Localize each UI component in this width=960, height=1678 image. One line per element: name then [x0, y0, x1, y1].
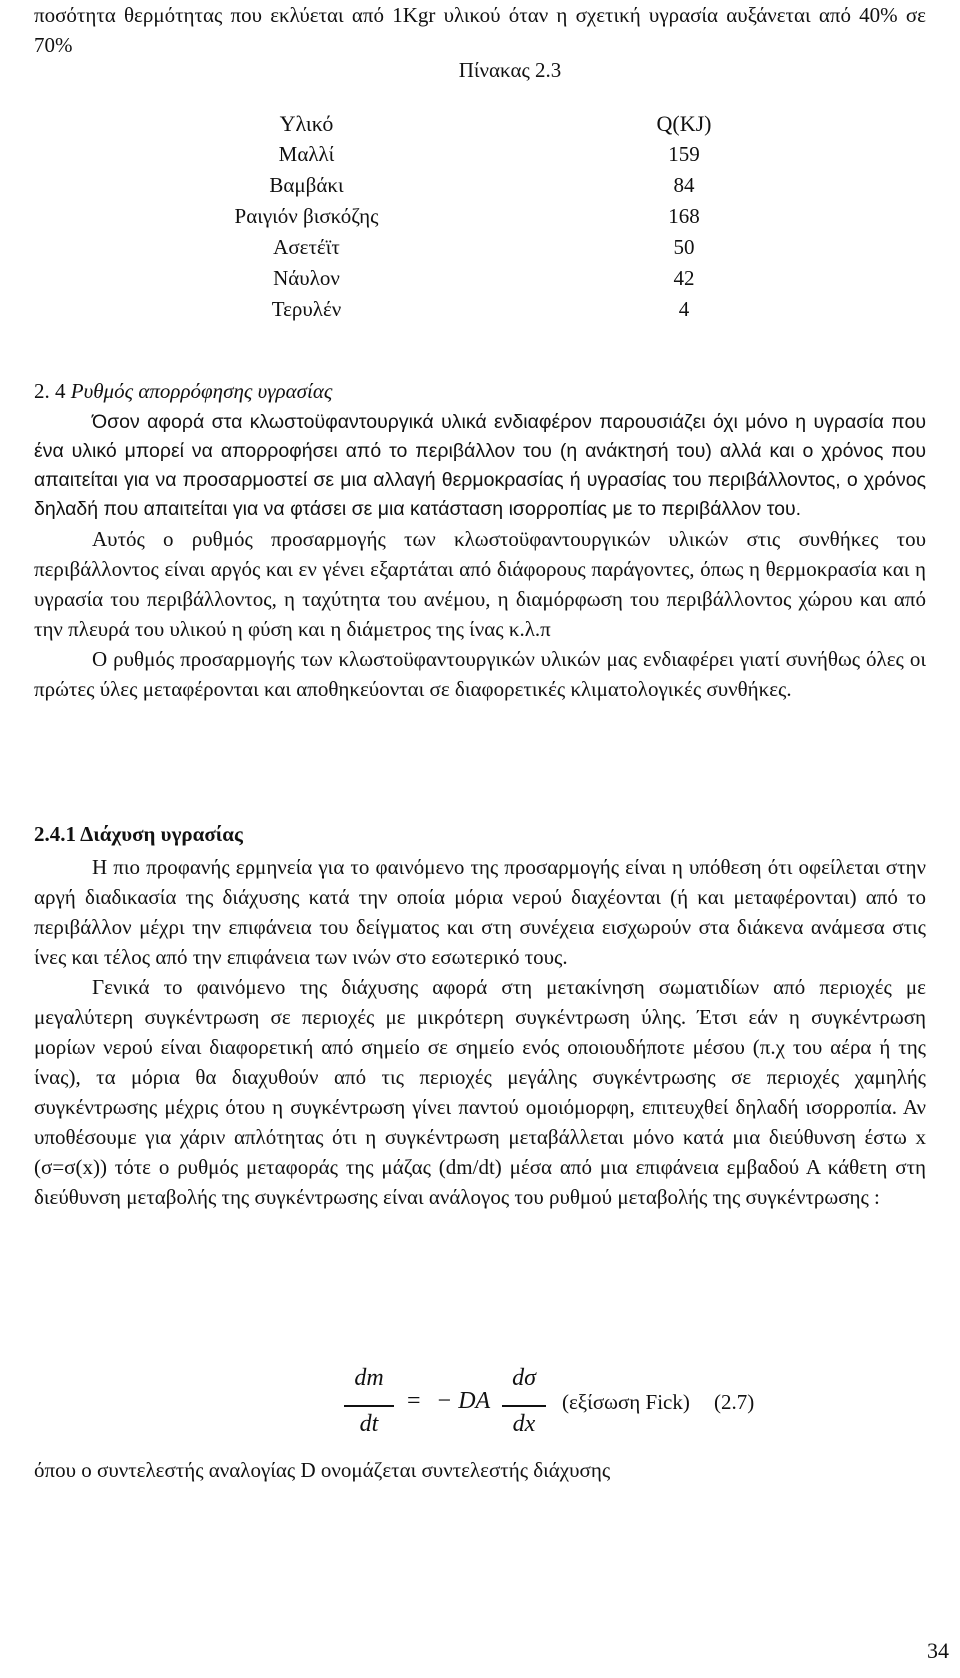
- section-2-4-1-body: [34, 852, 926, 1212]
- equation-lhs-numerator: dm: [354, 1365, 384, 1391]
- table-row: [34, 201, 926, 232]
- equation-label: (εξίσωση Fick): [562, 1390, 690, 1414]
- paragraph: Ο ρυθμός προσαρμογής των κλωστοϋφαντουργικών υλικών μας ενδιαφέρει γιατί συνήθως όλες οι πρώτες ύλες μεταφέρονται και αποθηκεύονται σε διαφορετικές κλιματολογικές συνθήκες.: [34, 647, 926, 701]
- heat-table: [34, 108, 926, 325]
- table-row: [34, 263, 926, 294]
- paragraph: Όσον αφορά στα κλωστοϋφαντουργικά υλικά ενδιαφέρον παρουσιάζει όχι μόνο η υγρασία που ένα υλικό μπορεί να απορροφήσει από το περιβάλλον του (η ανάκτησή του) αλλά και ο χρόνος που απαιτείται για να προσαρμοστεί σε μια αλλαγή θερμοκρασίας ή υγρασίας του περιβάλλοντος, ο χρόνος δηλαδή που απαιτείται για να φτάσει σε μια κατάσταση ισορροπίας με το περιβάλλον του.: [34, 411, 926, 520]
- table-row: [34, 139, 926, 170]
- table-cell-material: Ασετέϊτ: [273, 235, 340, 259]
- table-caption: Πίνακας 2.3: [458, 58, 562, 82]
- page-number: 34: [927, 1638, 949, 1663]
- table-cell-q: 84: [673, 173, 695, 197]
- equation-number: (2.7): [714, 1390, 755, 1414]
- section-2-4-body: [34, 408, 926, 704]
- table-cell-q: 50: [673, 235, 695, 259]
- fraction-bar: [344, 1405, 394, 1407]
- section-heading-2-4-1: 2.4.1 Διάχυση υγρασίας: [34, 822, 243, 846]
- section-heading-2-4: [34, 376, 332, 406]
- table-cell-q: 42: [673, 266, 695, 290]
- equation-lhs-denominator: dt: [359, 1411, 379, 1437]
- table-header-material: Υλικό: [279, 111, 334, 136]
- equation-rhs-denominator: dx: [512, 1411, 536, 1437]
- table-cell-q: 4: [678, 297, 690, 321]
- section-number: 2. 4: [34, 379, 66, 403]
- intro-text: ποσότητα θερμότητας που εκλύεται από 1Kgr υλικού όταν η σχετική υγρασία αυξάνεται από 40% σε 70%: [34, 3, 926, 57]
- paragraph: Αυτός ο ρυθμός προσαρμογής των κλωστοϋφαντουργικών υλικών στις συνθήκες του περιβάλλοντος είναι αργός και εν γένει εξαρτάται από διάφορους παράγοντες, όπως η θερμοκρασία και η υγρασία του περιβάλλοντος, η ταχύτητα του ανέμου, η διαμόρφωση του περιβάλλοντος χώρου και από την πλευρά του υλικού η φύση και η διάμετρος της ίνας κ.λ.π: [34, 527, 926, 641]
- equation-minus-da: − DA: [436, 1388, 491, 1414]
- fraction-bar: [502, 1405, 546, 1407]
- table-row: [34, 294, 926, 325]
- table-cell-q: 168: [668, 204, 700, 228]
- table-header-q: Q(KJ): [656, 111, 712, 136]
- table-cell-material: Ραιγιόν βισκόζης: [234, 204, 379, 228]
- equation-rhs-numerator: dσ: [512, 1365, 536, 1391]
- table-cell-material: Νάυλον: [273, 266, 340, 290]
- fick-equation: [344, 1365, 944, 1455]
- table-cell-material: Μαλλί: [278, 142, 335, 166]
- table-row: [34, 232, 926, 263]
- equation-equals: =: [407, 1388, 421, 1414]
- table-header-row: [34, 108, 926, 139]
- table-row: [34, 170, 926, 201]
- paragraph: Η πιο προφανής ερμηνεία για το φαινόμενο της προσαρμογής είναι η υπόθεση ότι οφείλεται στην αργή διαδικασία της διάχυσης κατά την οποία μόρια νερού διαχέονται (ή και μεταφέρονται) από το περιβάλλον μέχρι την επιφάνεια του δείγματος και στη συνέχεια εισχωρούν στα διάκενα ανάμεσα στις ίνες και τέλος από την επιφάνεια των ινών στο εσωτερικό τους.: [34, 855, 926, 969]
- after-equation-text: όπου ο συντελεστής αναλογίας D ονομάζεται συντελεστής διάχυσης: [34, 1458, 611, 1482]
- section-title: Ρυθμός απορρόφησης υγρασίας: [70, 379, 333, 403]
- table-cell-material: Τερυλέν: [271, 297, 342, 321]
- paragraph: Γενικά το φαινόμενο της διάχυσης αφορά στη μετακίνηση σωματιδίων από περιοχές με μεγαλύτερη συγκέντρωση σε περιοχές με μικρότερη συγκέντρωση ύλης. Έτσι εάν η συγκέντρωση μορίων νερού είναι διαφορετική από σημείο σε σημείο ενός οποιουδήποτε μέσου (π.χ του αέρα ή της ίνας), τα μόρια θα διαχυθούν από τις περιοχές μεγάλης συγκέντρωσης σε περιοχές χαμηλής συγκέντρωσης μέχρις ότου η συγκέντρωση γίνει παντού ομοιόμορφη, επιτευχθεί δηλαδή ισορροπία. Αν υποθέσουμε για χάριν απλότητας ότι η συγκέντρωση μεταβάλλεται μόνο κατά μια διεύθυνση έστω x (σ=σ(x)) τότε ο ρυθμός μεταφοράς της μάζας (dm/dt) μέσα από μια επιφάνεια εμβαδού Α κάθετη στη διεύθυνση μεταβολής της συγκέντρωσης είναι ανάλογος του ρυθμού μεταβολής της συγκέντρωσης :: [34, 975, 926, 1209]
- table-cell-material: Βαμβάκι: [269, 173, 344, 197]
- table-cell-q: 159: [668, 142, 700, 166]
